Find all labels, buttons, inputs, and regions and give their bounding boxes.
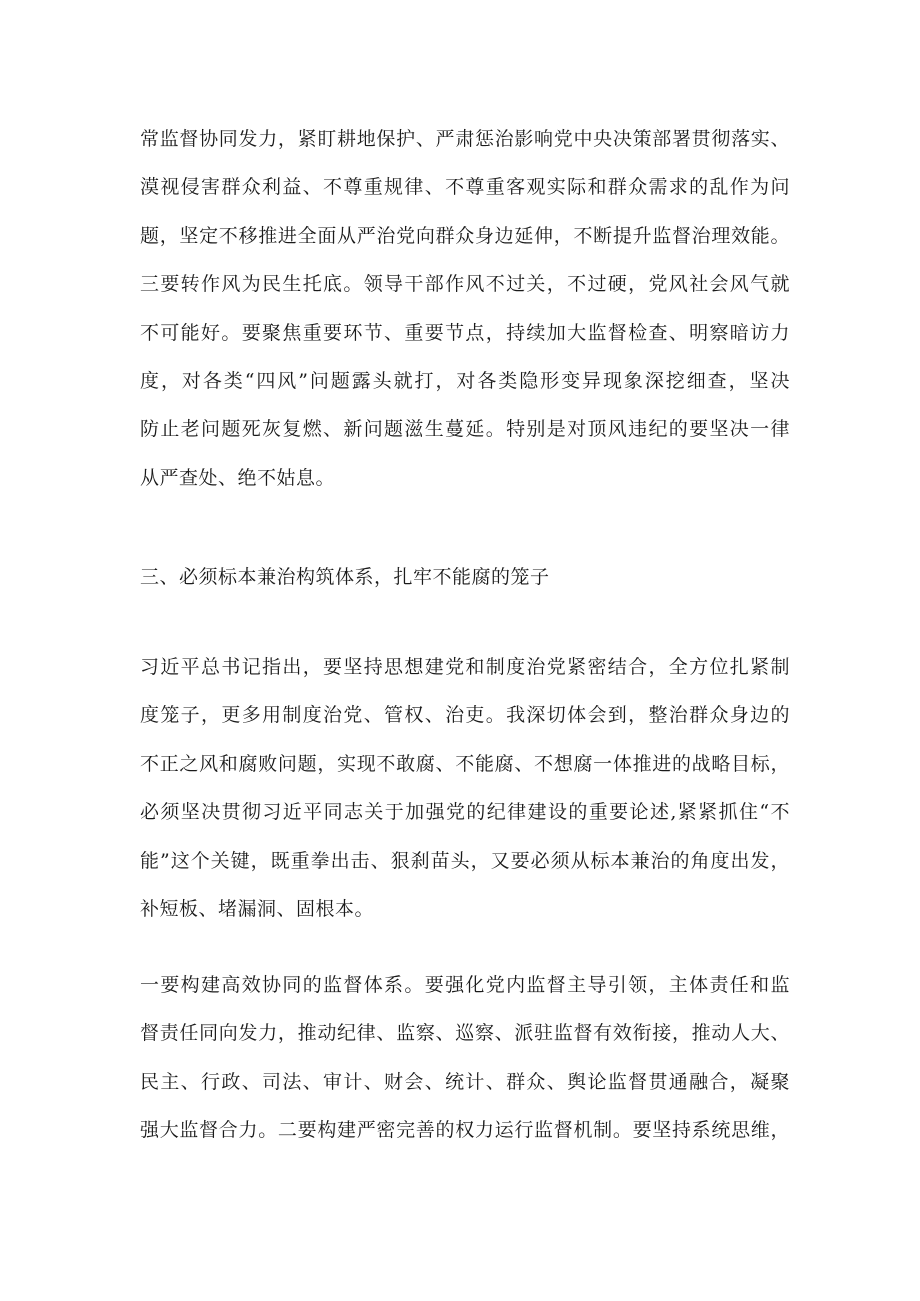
text-line: 强大监督合力。二要构建严密完善的权力运行监督机制。要坚持系统思维， <box>140 1119 790 1142</box>
text-line: 能”这个关键，既重拳出击、狠刹苗头，又要必须从标本兼治的角度出发， <box>140 849 790 872</box>
text-line: 三要转作风为民生托底。领导干部作风不过关，不过硬，党风社会风气就 <box>140 273 790 296</box>
paragraph-institutional-cage <box>140 652 790 942</box>
section-heading-3 <box>140 562 790 610</box>
text-line: 常监督协同发力，紧盯耕地保护、严肃惩治影响党中央决策部署贯彻落实、 <box>140 128 790 150</box>
text-line: 督责任同向发力，推动纪律、监察、巡察、派驻监督有效衔接，推动人大、 <box>140 1022 790 1045</box>
text-line: 题，坚定不移推进全面从严治党向群众身边延伸，不断提升监督治理效能。 <box>140 224 790 247</box>
paragraph-supervision-system <box>140 970 790 1164</box>
text-line: 习近平总书记指出，要坚持思想建党和制度治党紧密结合，全方位扎紧制 <box>140 656 790 678</box>
text-line: 必须坚决贯彻习近平同志关于加强党的纪律建设的重要论述,紧紧抓住“不 <box>140 801 790 824</box>
text-line: 度笼子，更多用制度治党、管权、治吏。我深切体会到，整治群众身边的 <box>140 704 790 727</box>
text-line: 补短板、堵漏洞、固根本。 <box>140 897 375 920</box>
text-line: 不正之风和腐败问题，实现不敢腐、不能腐、不想腐一体推进的战略目标， <box>140 752 790 775</box>
text-line: 从严查处、绝不姑息。 <box>140 466 336 489</box>
text-line: 民主、行政、司法、审计、财会、统计、群众、舆论监督贯通融合，凝聚 <box>140 1070 790 1093</box>
paragraph-work-style <box>140 124 790 511</box>
text-line: 漠视侵害群众利益、不尊重规律、不尊重客观实际和群众需求的乱作为问 <box>140 176 790 199</box>
text-line: 防止老问题死灰复燃、新问题滋生蔓延。特别是对顶风违纪的要坚决一律 <box>140 418 790 441</box>
text-line: 度，对各类“四风”问题露头就打，对各类隐形变异现象深挖细查，坚决 <box>140 369 790 392</box>
heading-text: 三、必须标本兼治构筑体系，扎牢不能腐的笼子 <box>140 566 550 588</box>
text-line: 一要构建高效协同的监督体系。要强化党内监督主导引领，主体责任和监 <box>140 974 790 996</box>
text-line: 不可能好。要聚焦重要环节、重要节点，持续加大监督检查、明察暗访力 <box>140 321 790 344</box>
